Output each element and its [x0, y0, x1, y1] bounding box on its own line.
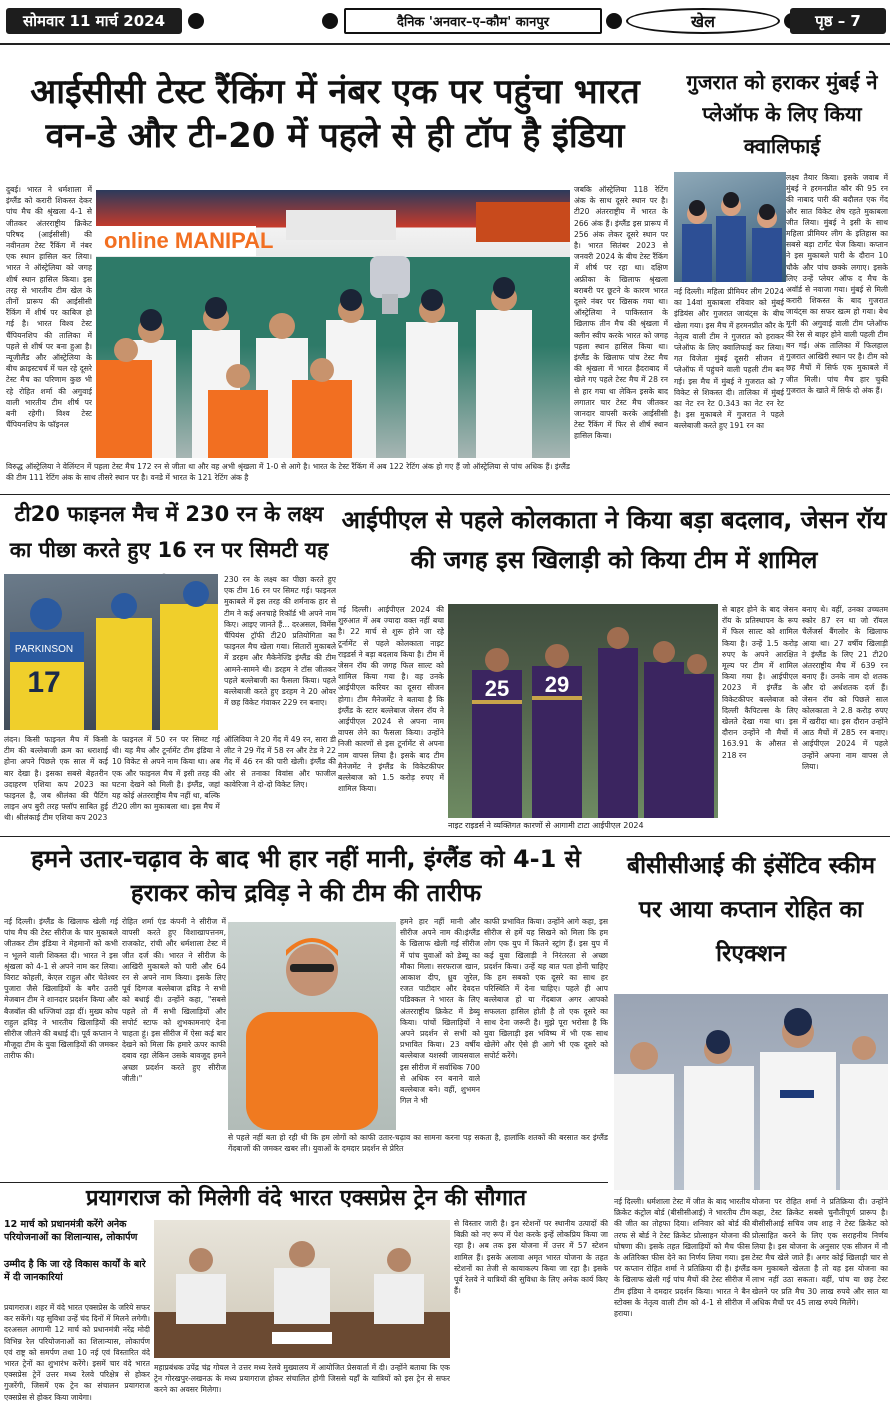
newspaper-name: दैनिक 'अनवार–ए–कौम' कानपुर [344, 8, 602, 34]
article-column: नई दिल्ली। धर्मशाला टेस्ट में जीत के बाद भारतीय क्रिकेट कंट्रोल बोर्ड (बीसीसीआई) ने भारतीय टीम की जीत का तोहफा दिया। शनिवार को बोर्ड की तरफ से बोर्ड ने टेस्ट क्रिकेट प्रोत्साहन योजना की घोषणा की। इसके तहत खिलाड़ियों को मैच फीस के अतिरिक्त फीस देने का निर्णय लिया गया। इस पर कप्तान रोहित शर्मा ने प्रतिक्रिया दी है। इंग्लैंड के खिलाफ खेली गई पांच मैचों की टेस्ट सीरीज में टीम इंडिया ने दमदार प्रदर्शन किया। भारत ने बैन स्टोक्स के नेतृत्व वाली टीम को 4-1 से सीरीज में हराया। [614, 1197, 750, 1319]
divider [0, 836, 890, 837]
article-column: दुबई। भारत ने धर्मशाला में इंग्लैंड को करारी शिकस्त देकर पांच मैच की श्रृंखला 4-1 से जीतकर अंतरराष्ट्रीय क्रिकेट परिषद (आईसीसी) की नवीनतम टेस्ट रैंकिंग में नंबर एक स्थान हासिल कर लिया। भारत ने ऑस्ट्रेलिया को जगह शीर्ष स्थान हासिल किया। इस तरह से भारतीय टीम खेल के तीनों प्रारूप की आईसीसी रैंकिंग में शीर्ष पर काबिज हो गई है। भारत विश्व टेस्ट चैंपियनशिप की तालिका में पहले से शीर्ष पर बना हुआ है। न्यूजीलैंड और ऑस्ट्रेलिया के बीच क्राइस्टचर्च में चल रहे दूसरे टेस्ट मैच का परिणाम कुछ भी रहे रोहित शर्मा की अगुवाई वाली भारतीय टीम शीर्ष पर बनी रहेगी। विश्व टेस्ट चैंपियनशिप के फॉइनल [6, 185, 92, 430]
article-column: के फाइनल में 50 रन पर सिमट गई थी। यह मैच और टूर्नामेंट टीम इंडिया ने 10 विकेट से अपने नाम किया था। अब एक और फाइनल मैच में इसी तरह की घटना देखने को मिली है। इंग्लैंड, जहां यह कोई अंतरराष्ट्रीय मैच नहीं था, बल्कि टी20 लीग का मुकाबला था। इस मैच में [112, 735, 220, 812]
kkr-players-graphic [448, 604, 718, 818]
article-column: नई दिल्ली। महिला प्रीमियर लीग 2024 का 14वां मुकाबला रविवार को मुंबई इंडियंस और गुजरात जायंट्स के बीच खेला गया। इस मैच में हरमनप्रीत कौर के नेतृत्व वाली टीम ने गुजरात को हराकर प्लेऑफ के लिए क्वालिफाई कर लिया। गत विजेता मुंबई दूसरी सीजन में प्लेऑफ में पहुंचने वाली पहली टीम बन गई। इस मैच में मुंबई ने गुजरात को 7 विकेट से शिकस्त दी। तालिका में मुंबई का नेट रन रेट 0.343 का नेट रन रेट है। इस मुकाबले में गुजरात ने पहले बल्लेबाजी करते हुए 191 रन का [674, 287, 784, 431]
divider [0, 1182, 608, 1183]
jersey-number: 29 [544, 672, 570, 697]
article-column: लक्ष्य तैयार किया। इसके जवाब में मुंबई ने हरमनप्रीत कौर की 95 रन की नाबाद पारी की बदौलत एक गेंद और सात विकेट शेष रहते मुकाबला जीत लिया। मुंबई ने इसी के साथ महिला प्रीमियर लीग के इतिहास का सबसे बड़ा टार्गेट चेज किया। कप्तान ने इस मुकाबले पारी के दौरान 10 चौके और पांच छक्के लगाए। इसके लिए उन्हें प्लेयर ऑफ द मैच के अवॉर्ड से नवाजा गया। मुंबई से मिली करारी शिकस्त के बाद गुजरात जायंट्स का सफर खत्म हो गया। बेथ मूनी की अगुवाई वाली टीम प्लेऑफ की रेस से बाहर होने वाली पहली टीम बन गई। अंक तालिका में फिलहाल गुजरात आखिरी स्थान पर है। टीम को छह मैचों में सिर्फ एक मुकाबले में जीत मिली। पांच मैच हार चुकी गुजरात के खाते में सिर्फ दो अंक हैं। [786, 173, 888, 395]
article-column: 230 रन के लक्ष्य का पीछा करते हुए एक टीम 16 रन पर सिमट गई। फाइनल मुकाबले में इस तरह की शर्मनाक हार से टीम ने कई अनचाहे रिकॉर्ड भी अपने नाम किए। आइए जानते हैं... दरअसल, विमेंस चैंपियंस ट्रॉफी टी20 प्रतियोगिता का फाइनल मैच खेला गया। सितारों मुकाबले में डरहम और मैकेनेज्डि इंग्लैंड की टीम आमने-सामने थी। डरहम ने टॉस जीतकर पहले बल्लेबाजी का फैसला किया। पहले बल्लेबाजी करते हुए डरहम ने 20 ओवर में छह विकेट गंवाकर 229 रन बनाए। [224, 575, 336, 708]
article-column: प्रयागराज। शहर में वंदे भारत एक्सप्रेस के जरिये सफर कर सकेंगे। यह सुविधा उन्हें चंद दिनों में मिलने लगेगी। दरअसल आगामी 12 मार्च को प्रधानमंत्री नरेंद्र मोदी विभिन्न रेल परियोजनाओं का शिलान्यास, लोकार्पण एवं राष्ट्र को समर्पण तथा 10 नई एवं विस्तारित वंदे भारत ट्रेनों का शुभारंभ करेंगे। इसमें चार वंदे भारत एक्सप्रेस ट्रेनें उत्तर मध्य रेलवे परिक्षेत्र से होकर गुजरेंगी, जिसमें एक ट्रेन का संचालन प्रयागराज एक्सप्रेस से होकर किया जायेगा। [4, 1303, 150, 1402]
kkr-players-photo [448, 604, 718, 818]
rohit-sharma-photo [614, 994, 888, 1190]
headline-icc [4, 70, 666, 158]
banner-text: online MANIPAL [104, 228, 274, 253]
headline-ipl: आईपीएल से पहले कोलकाता ने किया बड़ा बदलाव, जेसन रॉय की जगह इस खिलाड़ी को किया टीम में शामिल [341, 506, 887, 574]
women-cricketers-photo [674, 172, 786, 282]
article-column: नई दिल्ली। इंग्लैंड के खिलाफ खेली गई पांच मैच की टेस्ट सीरीज के चार मुकाबले जीतकर टीम इंडिया ने मेहमानों को कभी न भूलने वाली शिकस्त दी। भारत ने इस श्रृंखला को 4-1 से अपने नाम कर लिया। विराट कोहली, केएल राहुल और चेतेश्वर पुजारा जैसे खिलाड़ियों के बगैर उतरी मेजबान टीम ने शानदार प्रदर्शन किया और बैजबॉल की धज्जियां उड़ा दीं। मुख्य कोच राहुल द्रविड़ ने भारतीय खिलाड़ियों की सीरीज जीतने की बधाई दी। पूर्व कप्तान ने मौजूदा टीम के युवा खिलाड़ियों की जमकर तारीफ की। [4, 917, 118, 1061]
article-column: ऑलिविया ने 20 गेंद में 49 रन, सारा डी लीट ने 29 गेंद में 58 रन और टेड ने 22 गेंद में 46 रन की पारी खेली। इंग्लैंड की ओर से तनाका विवांस और फाजील कावेरिजा ने दो-दो विकेट लिए। [224, 735, 336, 789]
team-trophy-photo [96, 190, 570, 458]
subheadline: 12 मार्च को प्रधानमंत्री करेंगे अनेक परियोजनाओं का शिलान्यास, लोकार्पण [4, 1219, 138, 1243]
section-label: खेल [626, 8, 780, 34]
headline-t20: टी20 फाइनल मैच में 230 रन के लक्ष्य का पीछा करते हुए 16 रन पर सिमटी यह [9, 502, 329, 562]
article-row: से पहले नहीं बता हो रही थी कि हम लोगों को काफी उतार-चढ़ाव का सामना करना पड़ सकता है, हालांकि शतकों की बरसात कर इंग्लैंड गेंदबाजों की जमकर खबर ली। युवाओं के दमदार प्रदर्शन से प्रेरित [228, 1133, 608, 1154]
jersey-number: 17 [27, 666, 61, 699]
press-conference-photo [154, 1220, 450, 1358]
jersey-number: 25 [484, 676, 510, 701]
dravid-graphic [228, 922, 396, 1130]
women-cricketers-graphic [674, 172, 786, 282]
article-column: से बाहर होने के बाद जेसन रॉय के प्रतिस्थापन के रूप में फिल साल्ट को शामिल किया है। उन्हें 1.5 करोड़ रुपए के अपने आरक्षित मूल्य पर टीम में शामिल किया गया है। आईपीएल 2023 में इंग्लैंड के विकेटकीपर बल्लेबाज को दिल्ली कैपिटल्स के लिए खेलते देखा गया था। इस दौरान उन्होंने नौ मैचों में 163.91 के औसत से 218 रन [722, 605, 798, 760]
dravid-photo [228, 922, 396, 1130]
headline-mumbai: गुजरात को हराकर मुंबई ने प्लेऑफ के लिए किया क्वालिफाई [686, 70, 878, 158]
team-trophy-photo-graphic [96, 190, 570, 458]
headline-dravid: हमने उतार-चढ़ाव के बाद भी हार नहीं मानी, इंग्लैंड को 4-1 से हराकर कोच द्रविड़ ने की टीम की तारीफ [31, 845, 581, 907]
jersey-name: PARKINSON [14, 644, 74, 655]
press-conference-graphic [154, 1220, 450, 1358]
article-column: जबकि ऑस्ट्रेलिया 118 रेटिंग अंक के साथ दूसरे स्थान पर है। टी20 अंतरराष्ट्रीय में भारत के 266 अंक हैं। इंग्लैंड इस प्रारूप में 256 अंक लेकर दूसरे स्थान पर है। भारत सितंबर 2023 से जनवरी 2024 के बीच टेस्ट रैंकिंग में शीर्ष पर रहा था। दक्षिण अफ्रीका के खिलाफ श्रृंखला बराबरी पर छूटने के कारण भारत दूसरे नंबर पर खिसक गया था। ऑस्ट्रेलिया ने पाकिस्तान के खिलाफ तीन मैच की श्रृंखला में क्लीन स्वीप करके भारत को जगह पहला स्थान हासिल किया था। इंग्लैंड के खिलाफ पांच टेस्ट मैच की श्रृंखला में भारत हैदराबाद में खेले गए पहले टेस्ट मैच में 28 रन से हार गया था लेकिन इसके बाद लगातार चार टेस्ट मैच जीतकर जानदार वापसी करके आईसीसी टेस्ट रैंकिंग में फिर से शीर्ष स्थान हासिल किया। [574, 185, 668, 441]
page-header [0, 0, 890, 42]
divider [0, 494, 890, 495]
headline-bcci: बीसीसीआई की इंसेंटिव स्कीम पर आया कप्तान रोहित का रिएक्शन [626, 853, 876, 967]
cricket-players-photo [4, 574, 218, 730]
headline-line: वन-डे और टी-20 में पहले से ही टॉप है इंडिया [45, 116, 625, 156]
article-row: विरुद्ध ऑस्ट्रेलिया ने वेलिंग्टन में पहला टेस्ट मैच 172 रन से जीता था और वह अभी श्रृंखला में 1-0 से आगे है। भारत के टेस्ट रैंकिंग में अब 122 रेटिंग अंक हो गए हैं जो ऑस्ट्रेलिया से पांच अधिक हैं। इंग्लैंड की टीम 111 रेटिंग अंक के साथ तीसरे स्थान पर है। वनडे में भारत के 121 रेटिंग अंक है [6, 462, 570, 483]
article-column: बनाए थे। वहीं, उनका उच्चतम स्कोर 87 रन था जो रॉयल चैलेंजर्स बैंगलोर के खिलाफ आया था। 27 वर्षीय खिलाड़ी ने इंग्लैंड के लिए 21 टी20 अंतरराष्ट्रीय मैच में 639 रन बनाए हैं। उनके नाम दो शतक और दो अर्धशतक दर्ज हैं। जेसन रॉय को पिछले साल कोलकाता ने 2.8 करोड़ रुपए में खरीदा था। इस दौरान उन्होंने आठ मैचों में 285 रन बनाए। आईपीएल 2024 में पहले उन्होंने अपना नाम वापस ले लिया। [802, 605, 888, 771]
cricket-players-graphic [4, 574, 218, 730]
article-column: हमने हार नहीं मानी और सीरीज अपने नाम की।इंग्लैंड के खिलाफ खेली गई सीरीज में पांच युवाओं को डेब्यू का मौका मिला। सरफराज खान, आकाश दीप, ध्रुव जुरेल, रजत पाटीदार और देवदत्त पडिक्कल ने भारत के लिए अंतरराष्ट्रीय क्रिकेट में डेब्यू किया। पांचों खिलाड़ियों ने अपने प्रदर्शन से सभी को प्रभावित किया। 23 वर्षीय बल्लेबाज यशस्वी जायसवाल इस सीरीज में सर्वाधिक 700 से अधिक रन बनाने वाले बल्लेबाज बने। वहीं, शुभमन गिल ने भी [400, 917, 480, 1106]
bullet-icon [188, 13, 204, 29]
article-column: रोहित शर्मा एंड कंपनी ने सीरीज में वापसी करते हुए विशाखापत्तनम, राजकोट, रांची और धर्मशाला टेस्ट में जीत दर्ज की। भारत ने सीरीज के आखिरी मुकाबले को पारी और 64 रन से अपने नाम किया। इसके लिए पूर्व दिग्गज बल्लेबाज द्रविड़ ने सभी को बधाई दी। उन्होंने कहा, "सबसे पहले तो मैं सभी खिलाड़ियों और सपोर्ट स्टाफ को शुभकामनाएं देना चाहता हूं। इस सीरीज में ऐसा कई बार देखने को मिला कि हमारे ऊपर काफी दबाव रहा लेकिन उसके बावजूद हमने अच्छा प्रदर्शन करते हुए सीरीज जीती।" [122, 917, 226, 1083]
article-column: नई दिल्ली। आईपीएल 2024 की शुरुआत में अब ज्यादा वक्त नहीं बचा है। 22 मार्च से शुरू होने जा रहे टूर्नामेंट से पहले कोलकाता नाइट राइडर्स ने बड़ा बदलाव किया है। टीम में जेसन रॉय की जगह फिल साल्ट को शामिल किया गया है। वह उनके आईपीएल करियर का दूसरा सीजन होगा। टीम मैनेजमेंट ने बताया है कि इंग्लैंड के स्टार बल्लेबाज जेसन रॉय ने आईपीएल 2024 से अपना नाम वापस लेने का फैसला किया। उन्होंने निजी कारणों से इस टूर्नामेंट से अपना नाम वापस लिया है। इसके बाद टीम मैनेजमेंट ने इंग्लैंड के विकेटकीपर बल्लेबाज को 1.5 करोड़ रुपए में शामिल किया। [338, 605, 444, 794]
page-number: पृष्ठ – 7 [790, 8, 886, 34]
headline-train: प्रयागराज को मिलेगी वंदे भारत एक्सप्रेस ट्रेन की सौगात [85, 1186, 527, 1211]
article-row: महाप्रबंधक उपेंद्र चंद्र गोयल ने उत्तर मध्य रेलवे मुख्यालय में आयोजित प्रेसवार्ता में दी। उन्होंने बताया कि एक ट्रेन गोरखपुर-लखनऊ के मध्य प्रयागराज होकर संचालित होगी जिससे यहाँ के यात्रियों को इस ट्रेन से सफर करने का अवसर मिलेगा। [154, 1363, 450, 1395]
bullet-icon [322, 13, 338, 29]
headline-line: आईसीसी टेस्ट रैंकिंग में नंबर एक पर पहुंचा भारत [30, 72, 640, 112]
rohit-sharma-graphic [614, 994, 888, 1190]
divider [0, 43, 890, 45]
subheadline: उम्मीद है कि जा रहे विकास कार्यों के बारे में दी जानकारियां [4, 1259, 146, 1283]
bullet-icon [606, 13, 622, 29]
article-column: लंदन। किसी फाइनल मैच में किसी टीम की बल्लेबाजी क्रम का धराशाई होना अपने पिछले एक साल में कई बार देखा है। इसका सबसे बेहतरीन उदाहरण एशिया कप 2023 का फाइनल है, जब श्रीलंका की पैटिंग लाइन अप बुरी तरह फ्लॉप साबित हुई थी। श्रीलंकाई टीम एशिया कप 2023 [4, 735, 108, 823]
article-column: काफी प्रभावित किया। उन्होंने आगे कहा, इस सीरीज से हमें यह सिखने को मिला कि हम लोग एक युप में कितने स्ट्रांग हैं। इस युप में कई युवा खिलाड़ी ने निरंतरता से अच्छा प्रदर्शन किया। उन्हें यह बात पता होनी चाहिए कि हम सबको एक दूसरे का साथ हर परिस्थिति में देना चाहिए। पहले ही आप बल्लेबाज हो या गेंदबाज अगर आपको सफलता हासिल होती है तो एक दूसरे का साथ देना जरूरी है। मुझे पूरा भरोसा है कि युवा खिलाड़ी इस भविष्य में भी एक साथ खेलेंगे और ऐसे ही आगे भी एक दूसरे को सपोर्ट करेंगे। [484, 917, 608, 1061]
photo-caption: नाइट राइडर्स ने व्यक्तिगत कारणों से आगामी टाटा आईपीएल 2024 [448, 821, 644, 830]
article-column: से विस्तार जारी है। इन स्टेशनों पर स्थानीय उत्पादों की बिक्री को नए रूप में पेश करके इन्हें लोकप्रिय किया जा रहा है। अब तक इस योजना में उत्तर में 57 स्टेशन शामिल हैं। इसके अलावा अमृत भारत योजना के तहत स्टेशनों का तेजी से कायाकल्प किया जा रहा है। इसके पूर्व रेलवे ने यात्रियों की सुविधा के लिए अनेक कार्य किए हैं। [454, 1219, 608, 1296]
article-column: योजना पर रोहित शर्मा ने प्रतिक्रिया दी। उन्होंने कहा, टेस्ट क्रिकेट सबसे चुनौतीपूर्ण प्रारूप है। बीसीसीआई सचिव जय शाह ने टेस्ट क्रिकेट को प्रोत्साहित करने के लिए एक सराहनीय निर्णय लिया है। इस योजना के अनुसार एक सीजन में नौ टेस्ट मैच खेले जाते हैं। अगर कोई खिलाड़ी चार से कम मुकाबले खेलता है तो वह इस योजना का लाभ नहीं उठा सकता। वहीं, पांच या छह टेस्ट खेलने पर प्रति मैच 30 लाख रुपये और सात या अधिक मैचों पर 45 लाख रुपये मिलेंगे। [752, 1197, 888, 1307]
date-label: सोमवार 11 मार्च 2024 [6, 8, 182, 34]
